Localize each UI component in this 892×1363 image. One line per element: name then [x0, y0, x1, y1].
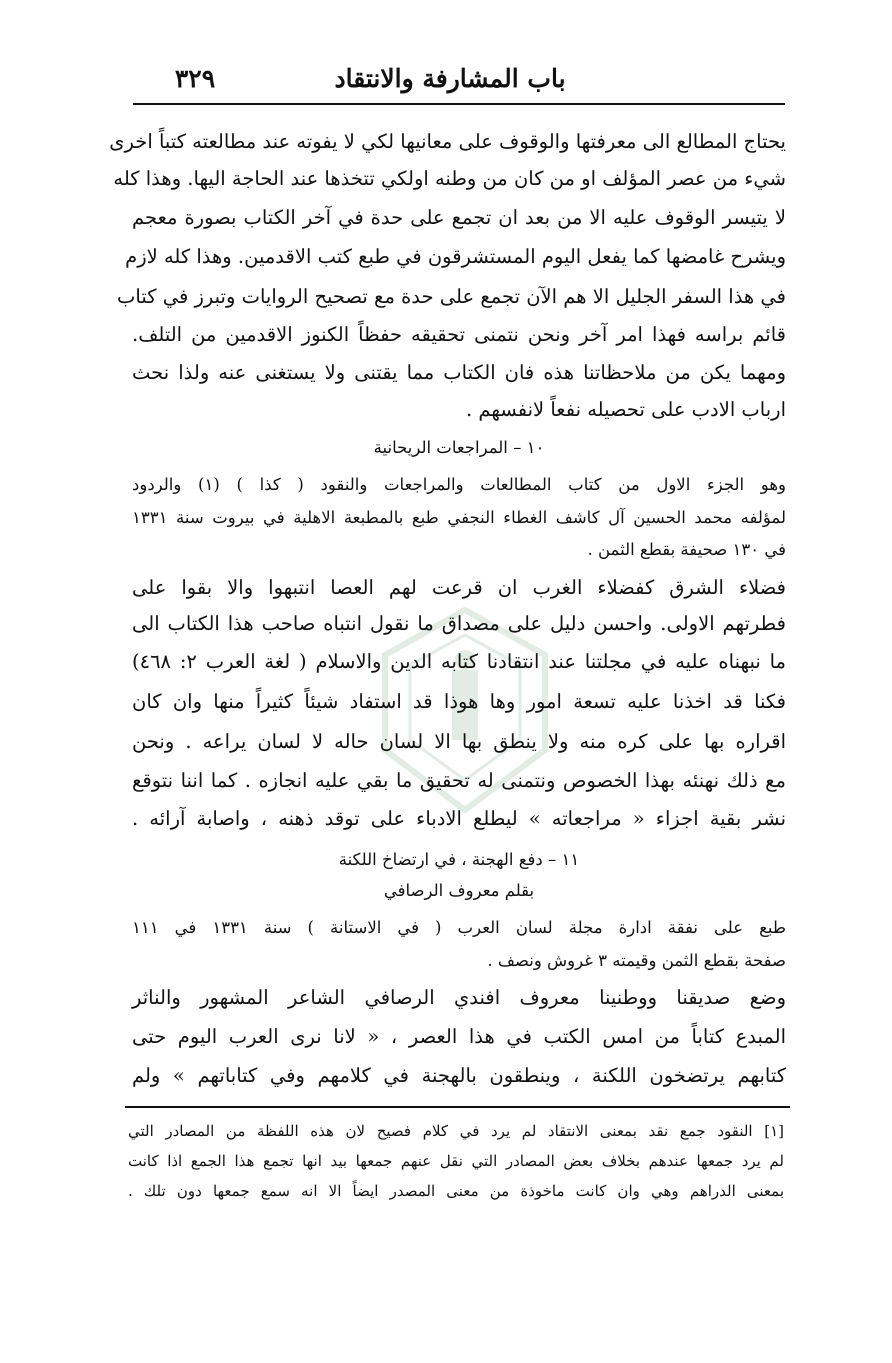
- body-line: نشر بقية اجزاء « مراجعاته » ليطلع الادباء على توقد ذهنه ، واصابة آرائه .: [132, 807, 786, 830]
- body-line: وضع صديقنا ووطنينا معروف افندي الرصافي الشاعر المشهور والناثر: [132, 986, 786, 1009]
- body-line: في هذا السفر الجليل الا هم الآن تجمع على حدة مع تصحيح الروايات وتبرز في كتاب: [117, 285, 786, 308]
- body-line: فضلاء الشرق كفضلاء الغرب ان قرعت لهم العصا انتبهوا والا بقوا على: [132, 576, 786, 599]
- book-meta-line: في ١٣٠ صحيفة بقطع الثمن .: [587, 540, 786, 559]
- body-line: ما نبهناه عليه في مجلتنا عند انتقادنا كتابه الدين والاسلام ( لغة العرب ٢: ٤٦٨): [132, 650, 786, 673]
- body-line: شيء من عصر المؤلف او من كان من وطنه اولكي تتخذها عند الحاجة اليها. وهذا كله: [113, 167, 786, 190]
- body-line: قائم براسه فهذا امر آخر ونحن نتمنى تحقيقه حفظاً الكنوز الاقدمين من التلف.: [132, 323, 786, 346]
- book-meta-line: وهو الجزء الاول من كتاب المطالعات والمراجعات والنقود ( كذا ) (١) والردود: [132, 475, 787, 494]
- body-line: ارباب الادب على تحصيله نفعاً لانفسهم .: [465, 398, 786, 421]
- body-line: مع ذلك نهنئه بهذا الخصوص ونتمنى له تحقيق ما بقي عليه انجازه . كما اننا نتوقع: [132, 769, 786, 792]
- page-number: ٣٢٩: [174, 64, 216, 93]
- body-line: المبدع كتاباً من امس الكتب في هذا العصر ، « لانا نرى العرب اليوم حتى: [132, 1025, 786, 1048]
- body-line: كتابهم يرتضخون اللكنة ، وينطقون بالهجنة في كلامهم وفي كتاباتهم » ولم: [132, 1064, 786, 1087]
- footnote-rule: [125, 1106, 790, 1108]
- header-rule: [133, 103, 785, 105]
- book-meta-line: لمؤلفه محمد الحسين آل كاشف الغطاء النجفي طبع بالمطبعة الاهلية في بيروت سنة ١٣٣١: [132, 508, 786, 527]
- body-line: يحتاج المطالع الى معرفتها والوقوف على معانيها لكي لا يفوته عند مطالعته كتباً اخرى: [109, 130, 786, 153]
- running-header-title: باب المشارفة والانتقاد: [334, 64, 566, 93]
- body-line: لا يتيسر الوقوف عليه الا من بعد ان تجمع على حدة في آخر الكتاب بصورة معجم: [132, 206, 786, 229]
- body-line: اقراره بها على كره منه ولا ينطق بها الا لسان حاله لا لسان يراعه . ونحن: [132, 730, 786, 753]
- book-meta-line: طبع على نفقة ادارة مجلة لسان العرب ( في الاستانة ) سنة ١٣٣١ في ١١١: [132, 918, 786, 937]
- book-meta-line: صفحة بقطع الثمن وقيمته ٣ غروش ونصف .: [487, 951, 786, 970]
- footnote-line: [١] النقود جمع نقد بمعنى الانتقاد لم يرد في كلام فصيح لان هذه اللفظة من المصادر التي: [128, 1122, 784, 1140]
- body-line: ومهما يكن من ملاحظاتنا هذه فان الكتاب مما يقتنى ولا يستغنى عنه ولذا نحث: [132, 361, 786, 384]
- section-author: بقلم معروف الرصافي: [383, 881, 535, 900]
- footnote-line: لم يرد جمعها عندهم بخلاف بعض المصادر التي نقل عنهم جمعها بيد انها تجمع هذا الجمع اذا كانت: [128, 1152, 784, 1170]
- body-line: فطرتهم الاولى. واحسن دليل على مصداق ما نقول انتباه صاحب هذا الكتاب الى: [132, 612, 786, 635]
- body-line: فكنا قد اخذنا عليه تسعة امور وها هوذا قد استفاد شيئاً كثيراً منها وان كان: [132, 690, 786, 713]
- footnote-line: بمعنى الدراهم وهي وان كانت ماخوذة من معنى المصدر ايضاً الا انه سمع جمعها دون تلك .: [128, 1182, 784, 1200]
- section-heading: ١٠ – المراجعات الريحانية: [373, 438, 545, 457]
- section-heading: ١١ – دفع الهجنة ، في ارتضاخ اللكنة: [338, 850, 580, 869]
- body-line: ويشرح غامضها كما يفعل اليوم المستشرقون في طبع كتب الاقدمين. وهذا كله لازم: [125, 245, 786, 268]
